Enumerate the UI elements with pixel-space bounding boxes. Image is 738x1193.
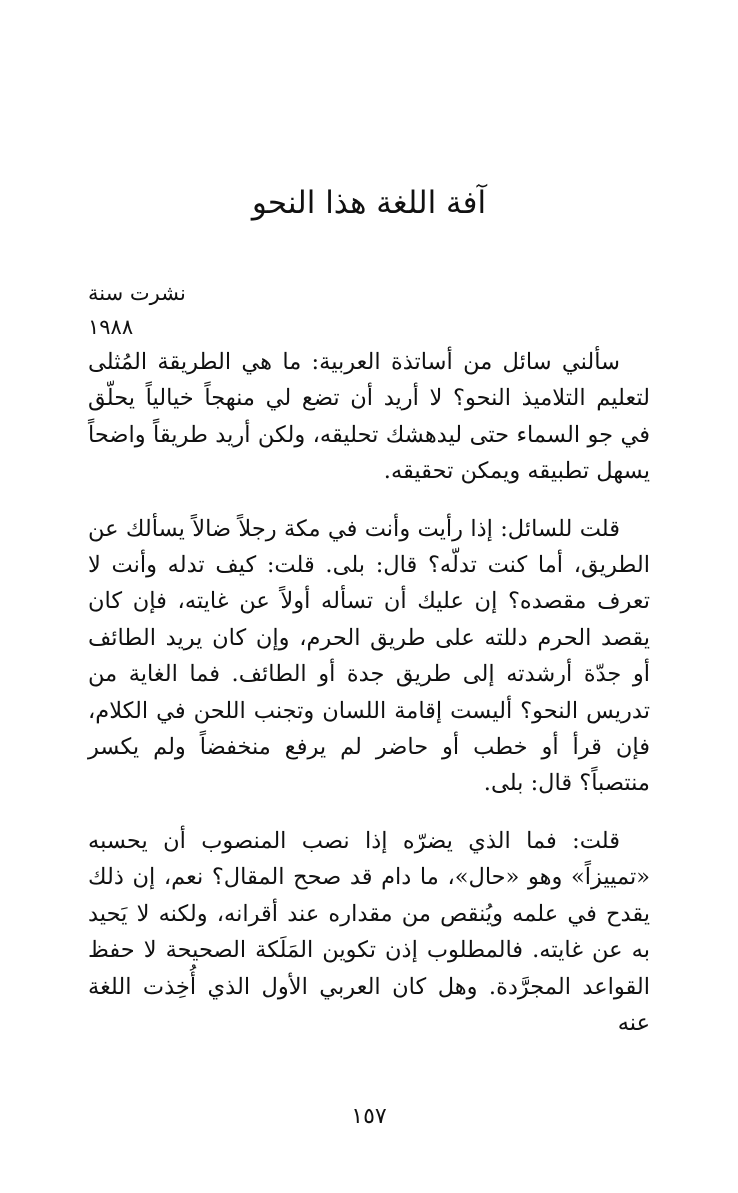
publication-note xyxy=(88,276,220,344)
paragraph-1: سألني سائل من أساتذة العربية: ما هي الطريقة المُثلى لتعليم التلاميذ النحو؟ لا أريد أن تضع لي منهجاً خيالياً يحلّق في جو السماء حتى ليدهشك تحليقه، ولكن أريد طريقاً واضحاً يسهل تطبيقه ويمكن تحقيقه. xyxy=(88,349,650,485)
article-body xyxy=(88,344,650,1062)
paragraph-2: قلت للسائل: إذا رأيت وأنت في مكة رجلاً ضالاً يسألك عن الطريق، أما كنت تدلّه؟ قال: بلى. قلت: كيف تدله وأنت لا تعرف مقصده؟ إن عليك أن تسأله أولاً عن غايته، فإن كان يقصد الحرم دللته على طريق الحرم، وإن كان يريد الطائف أو جدّة أرشدته إلى طريق جدة أو الطائف. فما الغاية من تدريس النحو؟ أليست إقامة اللسان وتجنب اللحن في الكلام، فإن قرأ أو خطب أو حاضر لم يرفع منخفضاً ولم يكسر منتصباً؟ قال: بلى. xyxy=(88,515,650,797)
page-number: ١٥٧ xyxy=(351,1104,387,1129)
publication-note-text: نشرت سنة ١٩٨٨ xyxy=(88,281,186,339)
page-title: آفة اللغة هذا النحو xyxy=(251,185,487,221)
paragraph-3: قلت: فما الذي يضرّه إذا نصب المنصوب أن يحسبه «تمييزاً» وهو «حال»، ما دام قد صحح المقال؟ نعم، إن ذلك يقدح في علمه ويُنقص من مقداره عند أقرانه، ولكنه لا يَحيد به عن غايته. فالمطلوب إذن تكوين المَلَكة الصحيحة لا حفظ القواعد المجرَّدة. وهل كان العربي الأول الذي أُخِذت اللغة عنه xyxy=(88,827,650,1036)
